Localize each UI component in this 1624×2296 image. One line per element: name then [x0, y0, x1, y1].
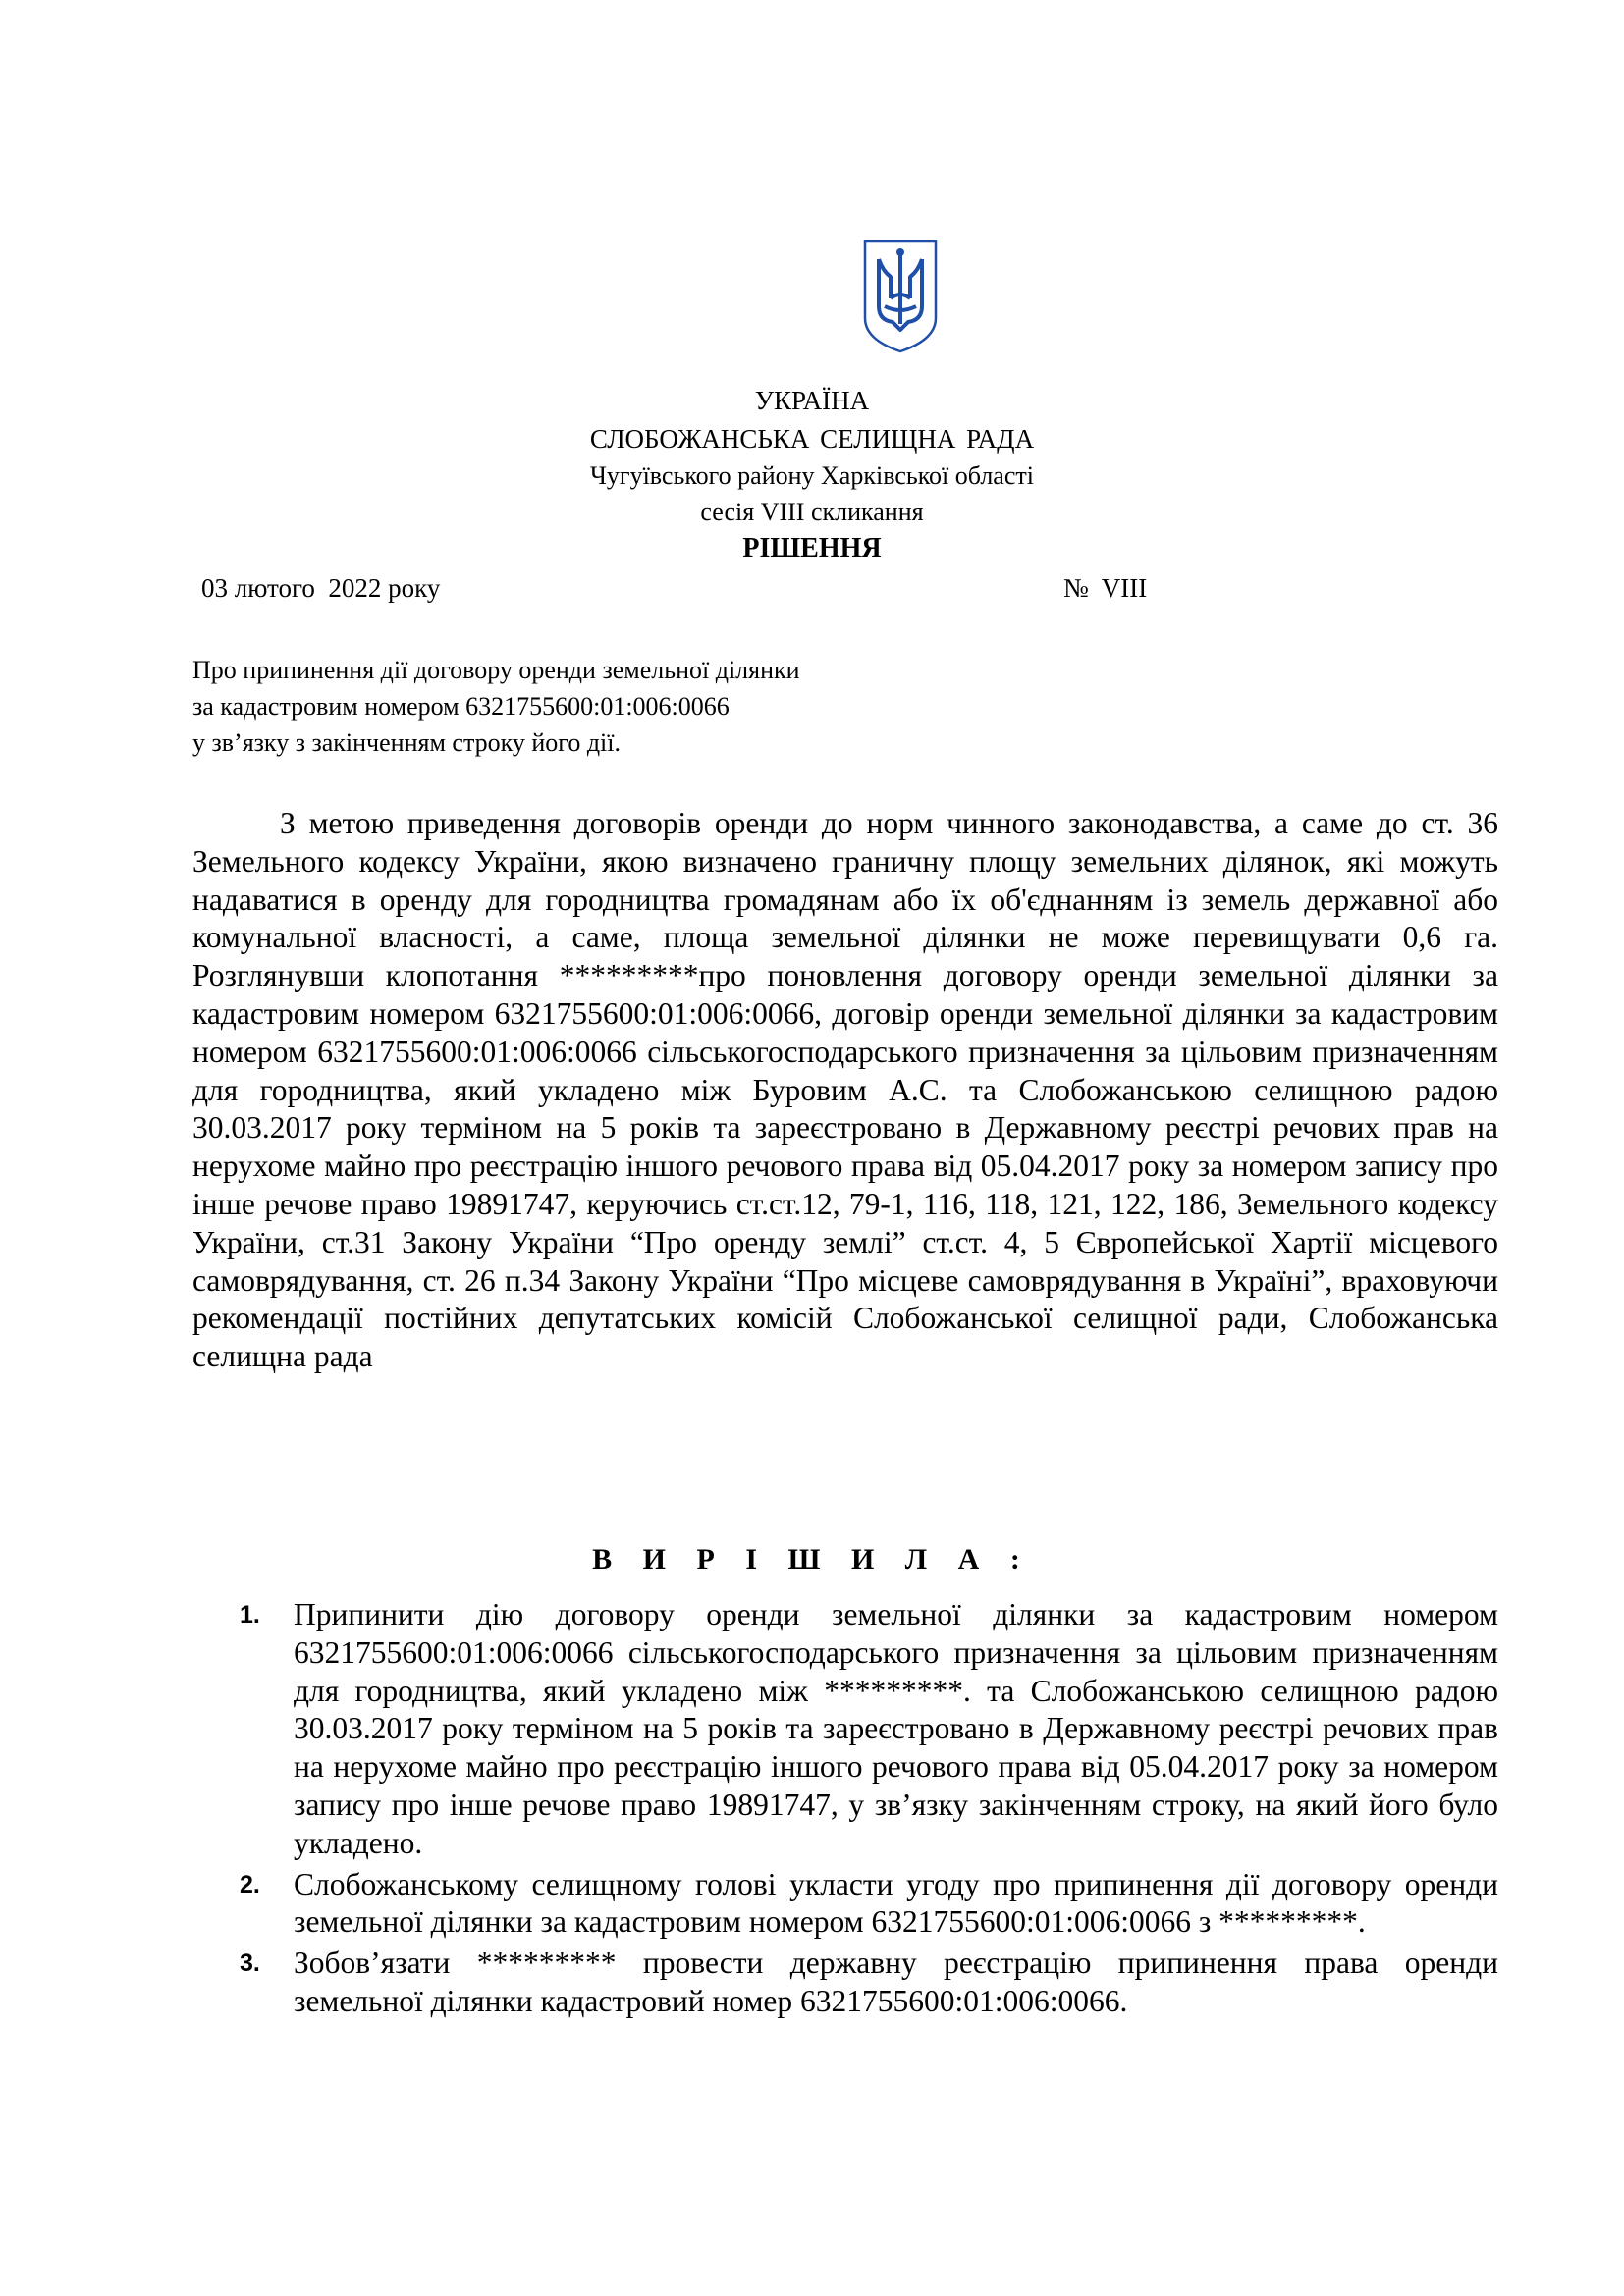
subject-line: за кадастровим номером 6321755600:01:006:0066 — [192, 692, 730, 721]
decision-item-number: 3. — [240, 1949, 260, 1978]
resolved-heading: В И Р І Ш И Л А : — [592, 1543, 1032, 1575]
document-type: РІШЕННЯ — [742, 533, 882, 563]
decision-item-number: 2. — [240, 1870, 260, 1898]
decision-item-text: Зобов’язати ********* провести державну реєстрацію припинення права оренди земельної ділянки кадастровий номер 6321755600:01:006:0066. — [294, 1946, 1498, 2018]
decision-item-text: Припинити дію договору оренди земельної ділянки за кадастровим номером 6321755600:01:006:0066 сільськогосподарського призначення за цільовим призначенням для городництва, який укладено між *********. та Слобожанською селищною радою 30.03.2017 року терміном на 5 років та зареєстровано в Державному реєстрі речових прав на нерухоме майно про реєстрацію іншого речового права від 05.04.2017 року за номером запису про інше речове право 19891747, у зв’язку закінченням строку, на який його було укладено. — [294, 1597, 1498, 1860]
coat-of-arms-icon — [861, 238, 940, 355]
decision-item — [192, 1596, 1498, 1863]
decision-item-text: Слобожанському селищному голові укласти угоду про припинення дії договору оренди земельної ділянки за кадастровим номером 6321755600:01:006:0066 з *********. — [294, 1866, 1498, 1940]
header-country: УКРАЇНА — [754, 386, 870, 415]
header-district: Чугуївського району Харківської області — [590, 461, 1034, 490]
subject-line: у зв’язку з закінченням строку його дії. — [192, 728, 621, 757]
decision-subject — [192, 652, 978, 761]
decision-item — [192, 1945, 1498, 2021]
subject-line: Про припинення дії договору оренди земельної ділянки — [192, 656, 800, 684]
decision-item-number: 1. — [240, 1601, 260, 1629]
header-council: СЛОБОЖАНСЬКА СЕЛИЩНА РАДА — [589, 424, 1035, 454]
header-session: сесія VIII скликання — [700, 498, 924, 526]
preamble-paragraph: З метою приведення договорів оренди до норм чинного законодавства, а саме до ст. 36 Земельного кодексу України, якою визначено граничну площу земельних ділянок, які можуть надаватися в оренду для городництва громадянам або їх об'єднанням із земель державної або комунальної власності, а саме, площа земельної ділянки не може перевищувати 0,6 га. Розглянувши клопотання *********про поновлення договору оренди земельної ділянки за кадастровим номером 6321755600:01:006:0066, договір оренди земельної ділянки за кадастровим номером 6321755600:01:006:0066 сільськогосподарського призначення за цільовим призначенням для городництва, який укладено між Буровим А.С. та Слобожанською селищною радою 30.03.2017 року терміном на 5 років та зареєстровано в Державному реєстрі речових прав на нерухоме майно про реєстрацію іншого речового права від 05.04.2017 року за номером запису про інше речове право 19891747, керуючись ст.ст.12, 79-1, 116, 118, 121, 122, 186, Земельного кодексу України, ст.31 Закону України “Про оренду землі” ст.ст. 4, 5 Європейської Хартії місцевого самоврядування, ст. 26 п.34 Закону України “Про місцеве самоврядування в Україні”, враховуючи рекомендації постійних депутатських комісій Слобожанської селищної ради, Слобожанська селищна рада — [192, 806, 1498, 1374]
decision-date: 03 лютого 2022 року — [201, 573, 441, 603]
decision-item — [192, 1866, 1498, 1943]
decision-list — [192, 1596, 1498, 2024]
decision-number: № VIII — [1063, 573, 1148, 603]
